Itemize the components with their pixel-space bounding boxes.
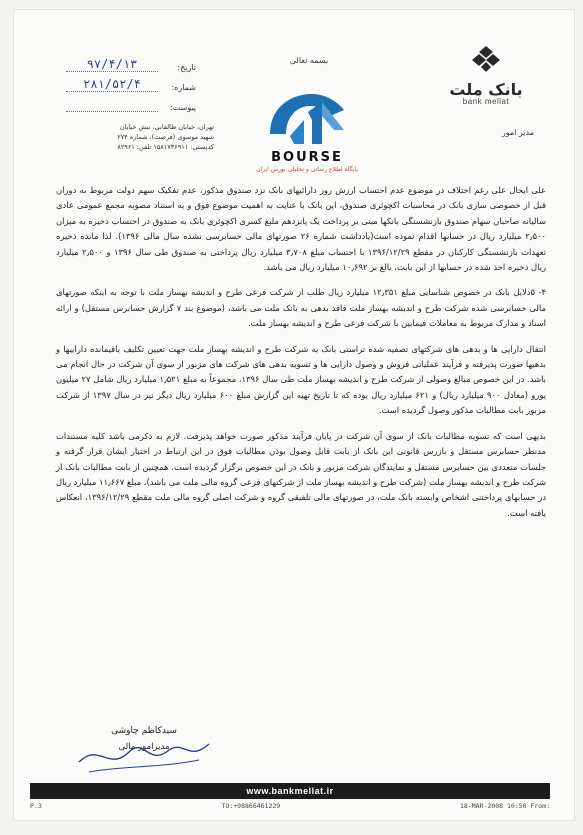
number-field <box>66 72 196 92</box>
number-value: ۲۸۱/۵۲/۴ <box>66 77 158 92</box>
attachment-label: پیوست: <box>169 103 196 112</box>
bourse-emblem-icon <box>264 90 350 148</box>
date-label: تاریخ: <box>177 63 196 72</box>
bank-name-fa: بانک ملت <box>449 80 523 99</box>
fax-page: P.3 <box>30 802 42 810</box>
body-paragraph: انتقال دارایی ها و بدهی های شرکتهای تصفیه شده تراستی بانک به شرکت طرح و اندیشه بهساز ملت جهت تعیین تکلیف باقیمانده داراییها و بدهیها صورت پذیرفته و فرآیند عملیاتی فروش و وصول دارایی ها و تسویه بدهی های شرکت های مزبور از سوی آن شرکت در حال انجام می باشد. در این خصوص مبالغ وصولی از شرکت طرح و اندیشه بهساز ملت طی سال ۱۳۹۶، مجموعاً به مبلغ ۱٫۵۲۱ میلیارد ریال شامل ۲۷ میلیون یورو (معادل ۹۰۰ میلیارد ریال) و ۶۲۱ میلیارد ریال بوده که تا تاریخ تهیه این گزارش مبلغ ۶۰۰ میلیارد ریال دیگر نیز در سال ۱۳۹۷ از شرکت مزبور بابت مطالبات مذکور وصول گردیده است. <box>56 343 547 416</box>
signatory-title: مدیرامور مالی <box>118 742 170 752</box>
bourse-logo <box>242 90 372 180</box>
bank-name-en: bank mellat <box>462 97 510 106</box>
body-paragraph: علی ایحال علی رغم اختلاف در موضوع عدم احتساب ارزش روز دارائیهای بانک نزد صندوق مذکور، عدم تفکیک سهم دولت مربوط به دوران قبل از خصوصی سازی بانک در محاسبات اکچوئری صندوق، این بانک با عنایت به اهمیت موضوع فوق و به استناد مصوبه مجمع عمومی عادی سالیانه صاحبان سهام صندوق بازنشستگی بانکها مبنی بر پرداخت یک پانزدهم ملبغ کسری اکچوئری بانک به صندوق در احتساب ذخیره به میزان ۲٫۵۰۰ میلیارد ریال در حسابها اقدام نموده است(یادداشت شماره ۲۶ صورتهای مالی حسابرسی نشده سال مالی ۱۳۹۶). لذا مانده ذخیره تعهدات بازنشستگی کارکنان در مقطع ۱۳۹۶/۱۲/۲۹ با احتساب مبلغ ۳٫۷۰۸ میلیارد ریال پرداختی به صندوق طی سال ۱۳۹۶ و ۲٫۵۰۰ میلیارد ریال ذخیره اخذ شده در حسابها از این بابت، بالغ بر ۱۰٫۶۹۲ میلیارد ریال می باشد. <box>56 185 546 273</box>
address-line: کدپستی: ۱۵۸۱۷۳۶۹۱۱ تلفن: ۸۲۹۶۱ <box>117 143 214 151</box>
fax-header-line <box>30 802 550 810</box>
body-paragraph: ۴- ۵دلایل بانک در خصوص شناسایی مبلغ ۱۲٫۳۵۱ میلیارد ریال طلب از شرکت فرعی طرح و اندیشه بهساز ملت با توجه به اینکه صورتهای مالی حسابرسی شده شرکت طرح و اندیشه بهساز ملت فاقد بدهی به بانک ملت می باشد، (موضوع بند ۷ گزارش حسابرس مستقل) و ارائه اسناد و مدارک مربوط به معاملات فیمابین با شرکت فرعی طرح و اندیشه بهساز ملت. <box>56 287 546 329</box>
body-paragraph: بدیهی است که تسویه مطالبات بانک از سوی آن شرکت در پایان فرآیند مذکور صورت خواهد پذیرفت. لازم به ذکرمی باشد کلیه مستندات مدنظر حسابرس مستقل و بازرس قانونی این بانک از بابت قابل وصول بودن مطالبات فوق در این ارتباط در اختیار ایشان قرار گرفته و جلسات متعددی بین حسابرس مستقل و نمایندگان شرکت مزبور و بانک در این خصوص برگزار گردیده است. همچنین از بابت مطالبات بانک از شرکت طرح و اندیشه بهساز ملت (شرکت طرح و اندیشه بهساز ملت از شرکتهای فرعی گروه مالی ملت می باشد)، مبلغ ۱۱٫۶۶۷ میلیارد ریال در حسابهای پرداختنی اشخاص وابسته بانک ملت، در صورتهای مالی تلفیقی گروه و شرکت اصلی گروه مالی ملت مقطع ۱۳۹۶/۱۲/۲۹، انعکاس یافته است. <box>56 430 547 518</box>
attachment-value <box>66 111 158 112</box>
signatory-name: سیدکاظم چاوشی <box>111 726 177 736</box>
date-value: ۹۷/۴/۱۳ <box>66 57 158 72</box>
date-field <box>66 52 196 72</box>
department-label: مدیر امور <box>501 128 534 137</box>
signature-block <box>74 726 214 752</box>
attachment-field <box>66 92 196 112</box>
letter-body <box>56 183 546 531</box>
number-label: شماره: <box>171 83 196 92</box>
address-line: تهران، خیابان طالقانی، نبش خیابان <box>119 123 214 131</box>
bourse-wordmark: BOURSE <box>271 150 343 165</box>
letter-meta-fields <box>66 52 196 112</box>
bank-logo <box>426 44 546 106</box>
bank-mellat-emblem-icon <box>471 44 501 74</box>
website-link[interactable]: www.bankmellat.ir <box>246 786 334 796</box>
fax-from: 18-MAR-2008 10:50 From: <box>459 802 550 810</box>
invocation-text: بسمه تعالی <box>289 56 329 65</box>
letter-page <box>14 10 574 820</box>
bourse-tagline: پایگاه اطلاع رسانی و تحلیلی بورس ایران <box>256 166 358 173</box>
address-line: شهید موسوی (فرصت)، شماره ۲۷۴ <box>117 133 214 141</box>
bank-address <box>54 122 214 152</box>
fax-to: TO:+98866461229 <box>221 802 281 810</box>
website-footer-bar <box>30 783 550 799</box>
